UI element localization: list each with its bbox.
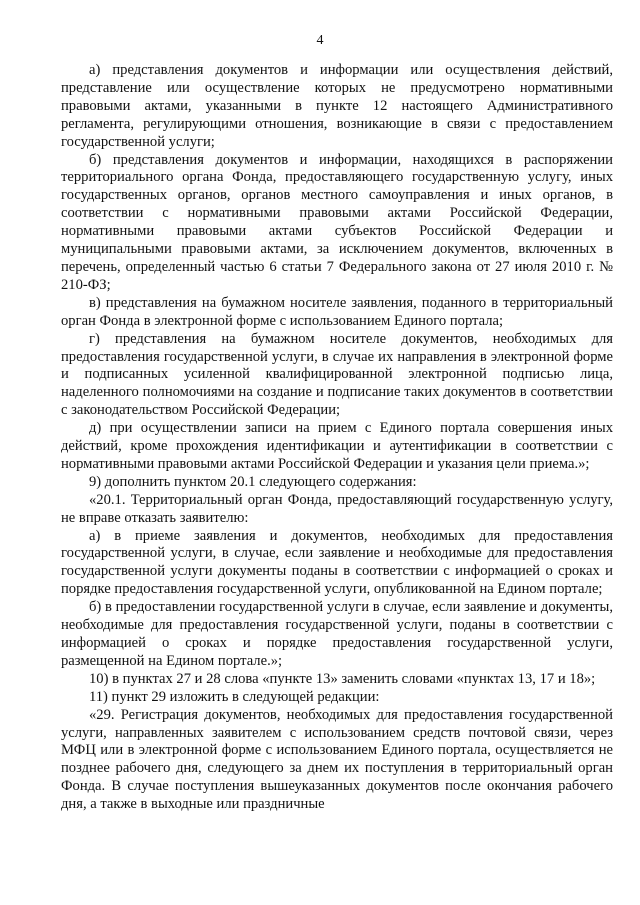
paragraph-item-11: 11) пункт 29 изложить в следующей редакции:	[89, 688, 380, 705]
paragraph-item-10: 10) в пунктах 27 и 28 слова «пункте 13» заменить словами «пунктах 13, 17 и 18»;	[89, 670, 596, 687]
paragraph-item-9: 9) дополнить пунктом 20.1 следующего содержания:	[89, 473, 417, 490]
document-body	[61, 62, 613, 814]
paragraph-a-docs-not-required: а) представления документов и информации или осуществления действий, представление или осуществление которых не предусмотрено нормативными правовыми актами, указанными в пункте 12 настоящего Административного регламента, регулирующими отношения, возникающие в связи с предоставлением государственной услуги;	[61, 62, 613, 150]
paragraph-29: «29. Регистрация документов, необходимых для предоставления государственной услуги, направленных заявителем с использованием средств почтовой связи, через МФЦ или в электронной форме с использованием Единого портала, осуществляется не позднее рабочего дня, следующего за днем их поступления в территориальный орган Фонда. В случае поступления вышеуказанных документов после окончания рабочего дня, а также в выходные или праздничные	[61, 706, 613, 813]
paragraph-20-1-b: б) в предоставлении государственной услуги в случае, если заявление и документы, необходимые для предоставления государственной услуги, поданы в соответствии с информацией о сроках и порядке предоставления государственной услуги, размещенной на Едином портале.»;	[61, 599, 613, 669]
paragraph-g-paper-documents: г) представления на бумажном носителе документов, необходимых для предоставления государственной услуги, в случае их направления в электронной форме и подписанных усиленной квалифицированной электронной подписью лица, наделенного полномочиями на создание и подписание таких документов в соответствии с законодательством Российской Федерации;	[61, 330, 613, 419]
paragraph-b-docs-in-possession: б) представления документов и информации, находящихся в распоряжении территориального органа Фонда, предоставляющего государственную услугу, иных государственных органов, органов местного самоуправления и иных органов, в соответствии с нормативными правовыми актами Российской Федерации, нормативными правовыми актами субъектов Российской Федерации и муниципальными правовыми актами, за исключением документов, включенных в перечень, определенный частью 6 статьи 7 Федерального закона от 27 июля 2010 г. № 210-ФЗ;	[61, 151, 613, 293]
paragraph-20-1: «20.1. Территориальный орган Фонда, предоставляющий государственную услугу, не вправе отказать заявителю:	[61, 491, 613, 526]
paragraph-d-appointment-booking: д) при осуществлении записи на прием с Единого портала совершения иных действий, кроме прохождения идентификации и аутентификации в соответствии с нормативными правовыми актами Российской Федерации и указания цели приема.»;	[61, 420, 613, 472]
paragraph-v-paper-application: в) представления на бумажном носителе заявления, поданного в территориальный орган Фонда в электронной форме с использованием Единого портала;	[61, 294, 613, 329]
paragraph-20-1-a: а) в приеме заявления и документов, необходимых для предоставления государственной услуги, в случае, если заявление и необходимые для предоставления государственной услуги документы поданы в соответствии с информацией о сроках и порядке предоставления государственной услуги, опубликованной на Едином портале;	[61, 527, 613, 598]
page-number: 4	[316, 33, 324, 48]
